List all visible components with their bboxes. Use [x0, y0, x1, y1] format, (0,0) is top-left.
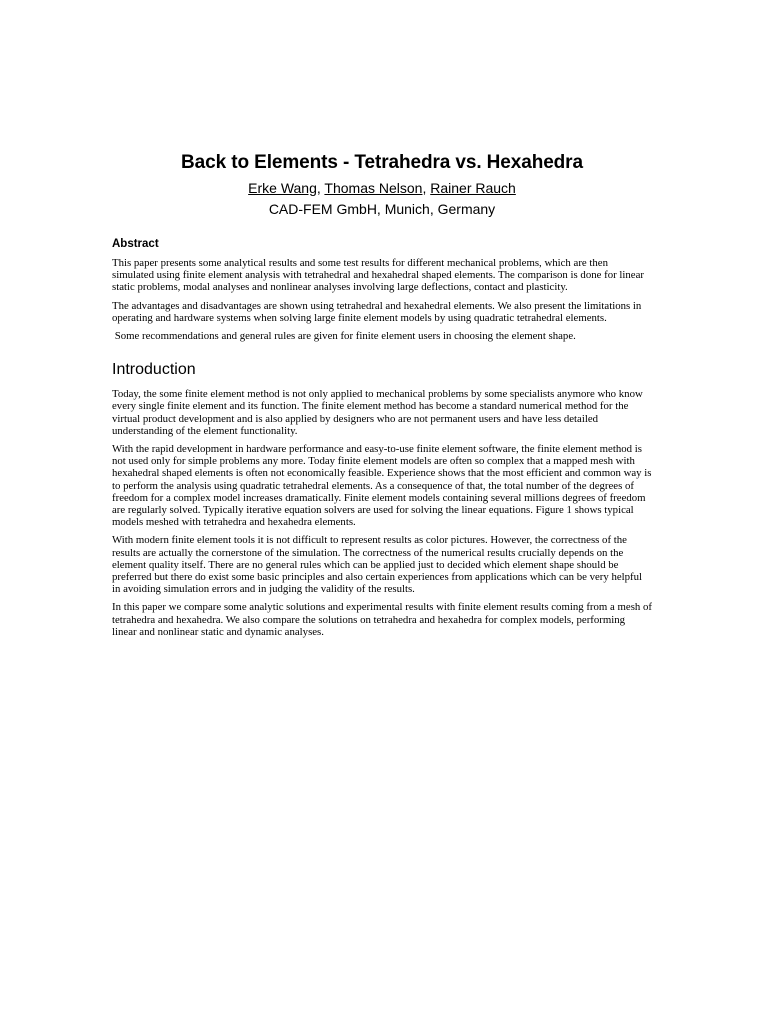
paper-page	[112, 150, 652, 644]
abstract-paragraph: Some recommendations and general rules are given for finite element users in choosing the element shape.	[112, 330, 576, 343]
introduction-paragraph: In this paper we compare some analytic solutions and experimental results with finite element results coming from a mesh of tetrahedra and hexahedra. We also compare the solutions on tetrahedra and hexahedra for complex models, performing linear and nonlinear static and dynamic analyses.	[112, 601, 652, 638]
author-list	[112, 178, 652, 198]
author-link-wang[interactable]: Erke Wang	[248, 180, 317, 196]
introduction-paragraph: With modern finite element tools it is not difficult to represent results as color pictures. However, the correctness of the results are actually the cornerstone of the simulation. The correctness of the numerical results crucially depends on the element quality itself. There are no general rules which can be applied just to decided which element shape should be preferred but there do exist some basic principles and also certain experiences from applications which can be very helpful in avoiding simulation errors and in judging the validity of the results.	[112, 534, 643, 596]
section-heading-introduction: Introduction	[112, 361, 196, 379]
author-link-rauch[interactable]: Rainer Rauch	[430, 180, 516, 196]
introduction-paragraph: With the rapid development in hardware performance and easy-to-use finite element software, the finite element method is not used only for simple problems any more. Today finite element models are often so complex that a mapped mesh with hexahedral shaped elements is often not economically feasible. Experience shows that the most efficient and common way is to perform the analysis using quadratic tetrahedral elements. As a consequence of that, the total number of the degrees of freedom for a complex model increases dramatically. Finite element models containing several millions degrees of freedom are regularly solved. Typically iterative equation solvers are used for solving the linear equations. Figure 1 shows typical models meshed with tetrahedra and hexahedra elements.	[112, 443, 652, 529]
abstract-paragraph: This paper presents some analytical results and some test results for different mechanical problems, which are then simulated using finite element analysis with tetrahedral and hexahedral shaped elements. The comparison is done for linear static problems, modal analyses and nonlinear analyses involving large deflections, contact and plasticity.	[112, 257, 644, 294]
introduction-paragraph: Today, the some finite element method is not only applied to mechanical problems by some specialists anymore who know every single finite element and its function. The finite element method has become a standard numerical method for the virtual product development and is also applied by designers who are not permanent users and have less detailed understanding of the element functionality.	[112, 388, 643, 437]
author-link-nelson[interactable]: Thomas Nelson	[324, 180, 423, 196]
author-affiliation: CAD-FEM GmbH, Munich, Germany	[268, 201, 496, 217]
abstract-paragraph: The advantages and disadvantages are shown using tetrahedral and hexahedral elements. We also present the limitations in operating and hardware systems when solving large finite element models by using quadratic tetrahedral elements.	[112, 299, 642, 324]
author-separator: ,	[422, 180, 431, 196]
author-separator: ,	[316, 180, 325, 196]
abstract-heading: Abstract	[112, 238, 159, 250]
paper-title: Back to Elements - Tetrahedra vs. Hexahedra	[181, 152, 583, 173]
